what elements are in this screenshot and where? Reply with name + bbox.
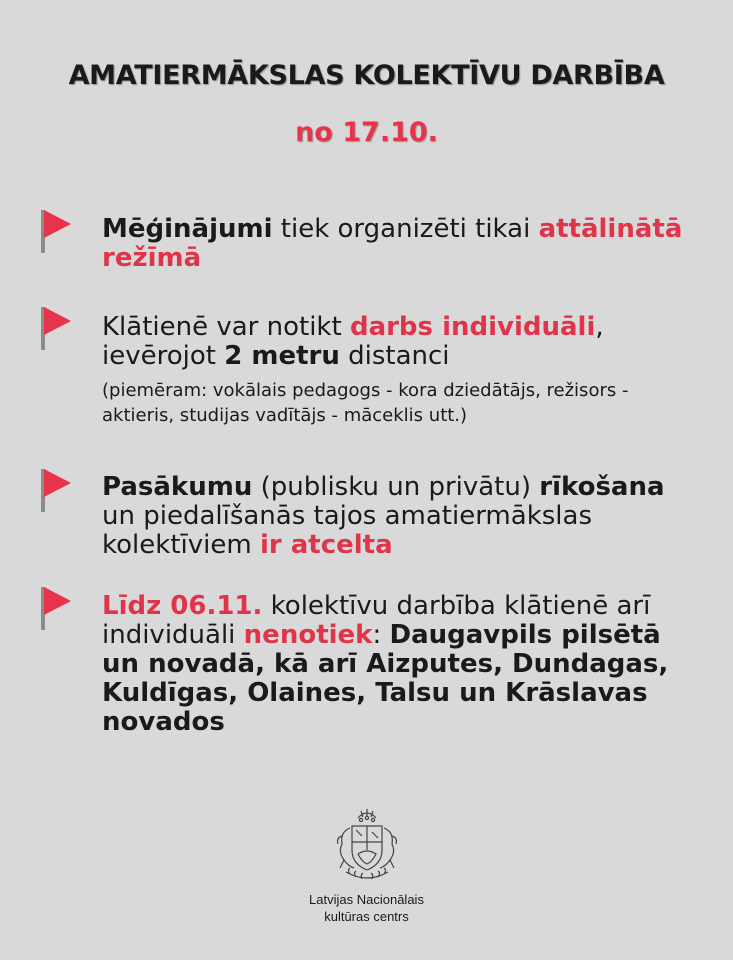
item-text-part: kolektīvu darbība klātienē arī individuāli [102, 591, 651, 650]
item-text-part: Klātienē var notikt [102, 312, 350, 342]
item-text-part: distanci [339, 341, 450, 371]
item-text-part: : [372, 620, 390, 650]
red-flag-icon [38, 467, 72, 513]
item-text-part: un piedalīšanās tajos amatiermākslas kolektīviem [102, 501, 593, 560]
item-individual-work [102, 313, 622, 371]
item-events [102, 473, 702, 560]
item-text-part: Daugavpils pilsētā un novadā, kā arī Aizputes, Dundagas, Kuldīgas, Olaines, Talsu un Krāslavas novados [102, 620, 669, 737]
item-rehearsals [102, 215, 717, 273]
item-text-part: ir atcelta [259, 530, 393, 560]
item-text-part: tiek organizēti tikai [272, 214, 539, 244]
red-flag-icon [38, 305, 72, 351]
latvian-coat-of-arms-icon [328, 806, 406, 886]
item-text-part: , ievērojot [102, 312, 604, 371]
item-text-part: nenotiek [243, 620, 373, 650]
item-restrictions [102, 592, 682, 737]
item-text-part: darbs individuāli [349, 312, 596, 342]
item-text-part: attālinātā režīmā [102, 214, 683, 273]
item-text-part: 2 metru [224, 341, 340, 371]
item-text-part: (publisku un privātu) [252, 472, 540, 502]
page-title: AMATIERMĀKSLAS KOLEKTĪVU DARBĪBA [68, 60, 665, 91]
item-note: (piemēram: vokālais pedagogs - kora dziedātājs, režisors - aktieris, studijas vadītājs - māceklis utt.) [102, 380, 629, 426]
item-text-part: Pasākumu [102, 472, 253, 502]
organization-name [0, 891, 733, 925]
organization-name-line2: kultūras centrs [324, 909, 409, 924]
page-subtitle: no 17.10. [295, 117, 438, 148]
red-flag-icon [38, 208, 72, 254]
item-text-part: rīkošana [539, 472, 665, 502]
item-text-part: Mēģinājumi [102, 214, 273, 244]
item-text-part: Līdz 06.11. [102, 591, 263, 621]
red-flag-icon [38, 585, 72, 631]
organization-name-line1: Latvijas Nacionālais [309, 892, 424, 907]
